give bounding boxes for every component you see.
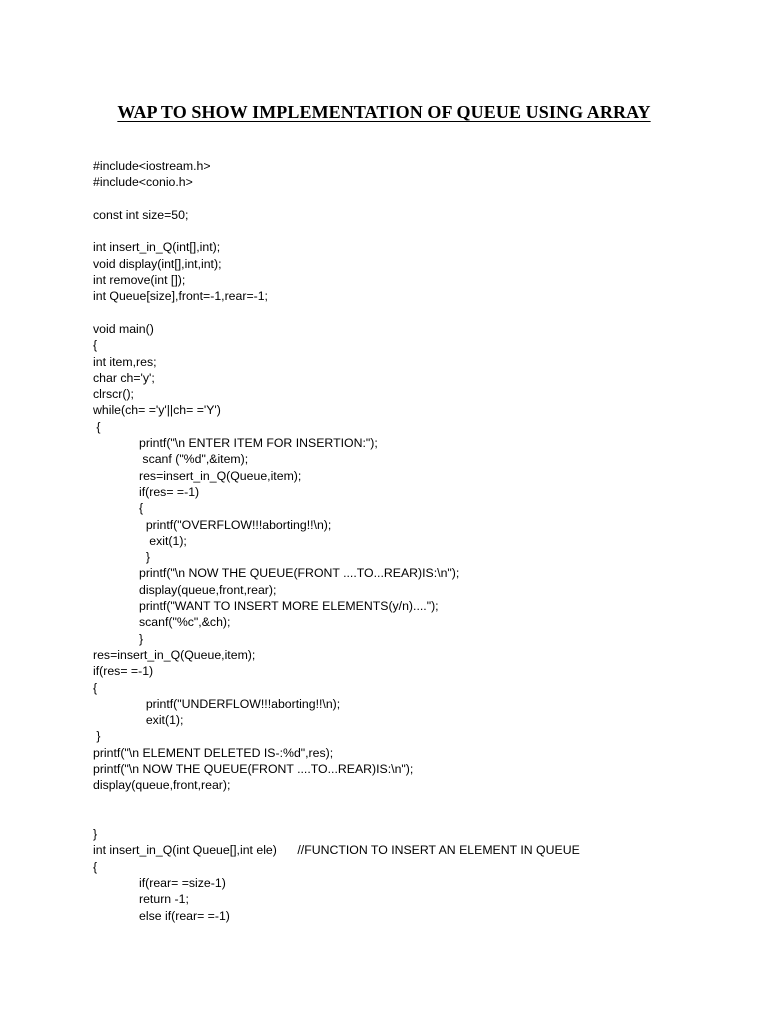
code-line: while(ch= ='y'||ch= ='Y') bbox=[93, 403, 221, 418]
code-line: void display(int[],int,int); bbox=[93, 256, 222, 271]
code-line: res=insert_in_Q(Queue,item); bbox=[139, 468, 302, 483]
code-line: if(res= =-1) bbox=[93, 664, 154, 679]
code-line: { bbox=[93, 338, 98, 353]
code-line: if(res= =-1) bbox=[139, 484, 200, 499]
code-line: void main() bbox=[93, 321, 154, 336]
code-line: { bbox=[139, 501, 144, 516]
code-line: printf("\n ELEMENT DELETED IS-:%d",res); bbox=[93, 745, 334, 760]
code-line bbox=[93, 810, 733, 826]
code-listing bbox=[93, 158, 733, 924]
code-line bbox=[93, 305, 733, 321]
code-line: if(rear= =size-1) bbox=[139, 876, 226, 891]
code-line: exit(1); bbox=[139, 533, 187, 548]
code-line: { bbox=[93, 680, 98, 695]
code-line: printf("WANT TO INSERT MORE ELEMENTS(y/n)...."); bbox=[139, 599, 439, 614]
code-line: { bbox=[93, 859, 98, 874]
document-title: WAP TO SHOW IMPLEMENTATION OF QUEUE USING ARRAY bbox=[117, 102, 651, 122]
code-line bbox=[93, 191, 733, 207]
code-line: } bbox=[139, 631, 144, 646]
code-line: int insert_in_Q(int Queue[],int ele) //FUNCTION TO INSERT AN ELEMENT IN QUEUE bbox=[93, 843, 580, 858]
code-line: display(queue,front,rear); bbox=[139, 582, 277, 597]
code-line: { bbox=[93, 419, 101, 434]
code-line: int insert_in_Q(int[],int); bbox=[93, 240, 221, 255]
code-line: printf("\n NOW THE QUEUE(FRONT ....TO...REAR)IS:\n"); bbox=[93, 761, 414, 776]
code-line: #include<iostream.h> bbox=[93, 159, 211, 173]
code-line: display(queue,front,rear); bbox=[93, 778, 231, 793]
code-line: else if(rear= =-1) bbox=[139, 908, 230, 923]
code-line: printf("OVERFLOW!!!aborting!!\n); bbox=[139, 517, 332, 532]
code-line: char ch='y'; bbox=[93, 370, 155, 385]
code-line: return -1; bbox=[139, 892, 189, 907]
code-line: res=insert_in_Q(Queue,item); bbox=[93, 647, 256, 662]
code-line bbox=[93, 794, 733, 810]
code-line: printf("\n ENTER ITEM FOR INSERTION:"); bbox=[139, 436, 378, 451]
code-line: int remove(int []); bbox=[93, 273, 186, 288]
code-line: printf("UNDERFLOW!!!aborting!!\n); bbox=[139, 696, 341, 711]
code-line: printf("\n NOW THE QUEUE(FRONT ....TO...REAR)IS:\n"); bbox=[139, 566, 460, 581]
code-line: scanf("%c",&ch); bbox=[139, 615, 231, 630]
code-line: exit(1); bbox=[139, 713, 184, 728]
code-line: int item,res; bbox=[93, 354, 157, 369]
code-line: int Queue[size],front=-1,rear=-1; bbox=[93, 289, 268, 304]
code-line: } bbox=[139, 550, 150, 565]
code-line bbox=[93, 223, 733, 239]
code-line: #include<conio.h> bbox=[93, 175, 193, 190]
code-line: clrscr(); bbox=[93, 387, 134, 402]
code-line: scanf ("%d",&item); bbox=[139, 452, 249, 467]
code-line: } bbox=[93, 827, 98, 842]
code-line: const int size=50; bbox=[93, 207, 189, 222]
code-line: } bbox=[93, 729, 101, 744]
